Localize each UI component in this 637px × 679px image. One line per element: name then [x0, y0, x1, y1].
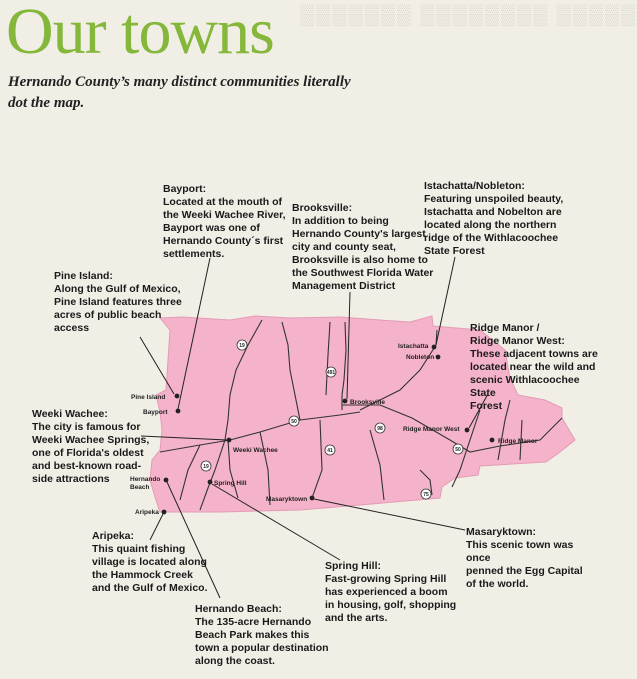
masaryktown-dot	[310, 496, 315, 501]
callout-hernando-beach-text: The 135-acre Hernando Beach Park makes this town a popular destination along the coast.	[195, 616, 329, 667]
callout-brooksville	[292, 202, 433, 293]
callout-pine-island	[54, 270, 182, 335]
callout-spring-hill-name: Spring Hill:	[325, 560, 381, 572]
callout-aripeka-name: Aripeka:	[92, 530, 135, 542]
callout-weeki-wachee-name: Weeki Wachee:	[32, 408, 108, 420]
route-shield-50-east	[453, 444, 463, 454]
callout-ridge-manor-name: Ridge Manor / Ridge Manor West:	[470, 322, 565, 347]
callout-spring-hill	[325, 560, 456, 625]
callout-hernando-beach	[195, 603, 329, 668]
callout-pine-island-text: Along the Gulf of Mexico, Pine Island features three acres of public beach access	[54, 283, 182, 334]
nobleton-label: Nobleton	[406, 354, 435, 361]
callout-bayport	[163, 183, 286, 261]
istachatta-dot	[432, 345, 437, 350]
pine-island-label: Pine Island	[131, 394, 166, 401]
brooksville-dot	[343, 399, 348, 404]
ridge-manor-west-dot	[465, 428, 470, 433]
hernando-beach-label-1: Hernando	[130, 476, 161, 483]
hernando-beach-label-2: Beach	[130, 484, 150, 491]
show-through-text: ▒▒▒▒▒▒▒ ▒▒▒▒▒▒▒▒ ▒▒▒▒▒	[300, 4, 637, 26]
bayport-dot	[176, 409, 181, 414]
callout-bayport-name: Bayport:	[163, 183, 207, 195]
route-shield-75	[421, 489, 431, 499]
route-shield-41	[325, 445, 335, 455]
callout-istachatta	[424, 180, 563, 258]
svg-text:98: 98	[377, 426, 383, 432]
brooksville-label: Brooksville	[350, 399, 386, 406]
callout-ridge-manor	[470, 322, 600, 413]
callout-pine-island-name: Pine Island:	[54, 270, 113, 282]
callout-istachatta-text: Featuring unspoiled beauty, Istachatta and Nobelton are located along the northern ridge of the Withlacoochee State Forest	[424, 193, 564, 257]
aripeka-label: Aripeka	[135, 509, 159, 516]
svg-text:19: 19	[203, 464, 209, 470]
spring-hill-label: Spring Hill	[214, 480, 247, 487]
callout-weeki-wachee	[32, 408, 149, 486]
callout-spring-hill-text: Fast-growing Spring Hill has experienced a boom in housing, golf, shopping and the arts.	[325, 573, 457, 624]
page-title: Our towns	[6, 0, 274, 68]
svg-text:491: 491	[326, 370, 336, 376]
route-shield-98	[375, 423, 385, 433]
weeki-wachee-label: Weeki Wachee	[233, 447, 278, 454]
callout-istachatta-name: Istachatta/Nobleton:	[424, 180, 525, 192]
callout-masaryktown-text: This scenic town was once penned the Egg Capital of the world.	[466, 539, 583, 590]
hernando-beach-dot	[164, 478, 169, 483]
weeki-wachee-dot	[227, 438, 232, 443]
ridge-manor-west-label: Ridge Manor West	[403, 426, 460, 433]
pine-island-dot	[175, 394, 180, 399]
svg-text:50: 50	[291, 419, 297, 425]
ridge-manor-label: Ridge Manor	[498, 438, 538, 445]
route-shield-19	[237, 340, 247, 350]
svg-text:75: 75	[423, 492, 429, 498]
callout-aripeka-text: This quaint fishing village is located along the Hammock Creek and the Gulf of Mexico.	[92, 543, 208, 594]
aripeka-dot	[162, 510, 167, 515]
svg-text:50: 50	[455, 447, 461, 453]
callout-aripeka	[92, 530, 208, 595]
spring-hill-dot	[208, 480, 213, 485]
istachatta-label: Istachatta	[398, 343, 429, 350]
svg-text:41: 41	[327, 448, 333, 454]
callout-brooksville-name: Brooksville:	[292, 202, 353, 214]
callout-hernando-beach-name: Hernando Beach:	[195, 603, 282, 615]
ridge-manor-dot	[490, 438, 495, 443]
route-shield-50	[289, 416, 299, 426]
callout-bayport-text: Located at the mouth of the Weeki Wachee River, Bayport was one of Hernando County´s first settlements.	[163, 196, 286, 260]
route-shield-491	[326, 367, 336, 377]
svg-text:19: 19	[239, 343, 245, 349]
route-shield-19-south	[201, 461, 211, 471]
page-subtitle: Hernando County’s many distinct communities literally dot the map.	[8, 74, 351, 111]
masaryktown-label: Masaryktown	[266, 496, 308, 503]
callout-brooksville-text: In addition to being Hernando County's largest city and county seat, Brooksville is also home to the Southwest Florida Water Management District	[292, 215, 434, 292]
callout-masaryktown	[466, 526, 600, 591]
callout-masaryktown-name: Masaryktown:	[466, 526, 537, 538]
nobleton-dot	[436, 355, 441, 360]
bayport-label: Bayport	[143, 409, 168, 416]
callout-weeki-wachee-text: The city is famous for Weeki Wachee Springs, one of Florida's oldest and best-known road- side attractions	[32, 421, 150, 485]
callout-ridge-manor-text: These adjacent towns are located near the wild and scenic Withlacoochee State Forest	[470, 348, 598, 412]
